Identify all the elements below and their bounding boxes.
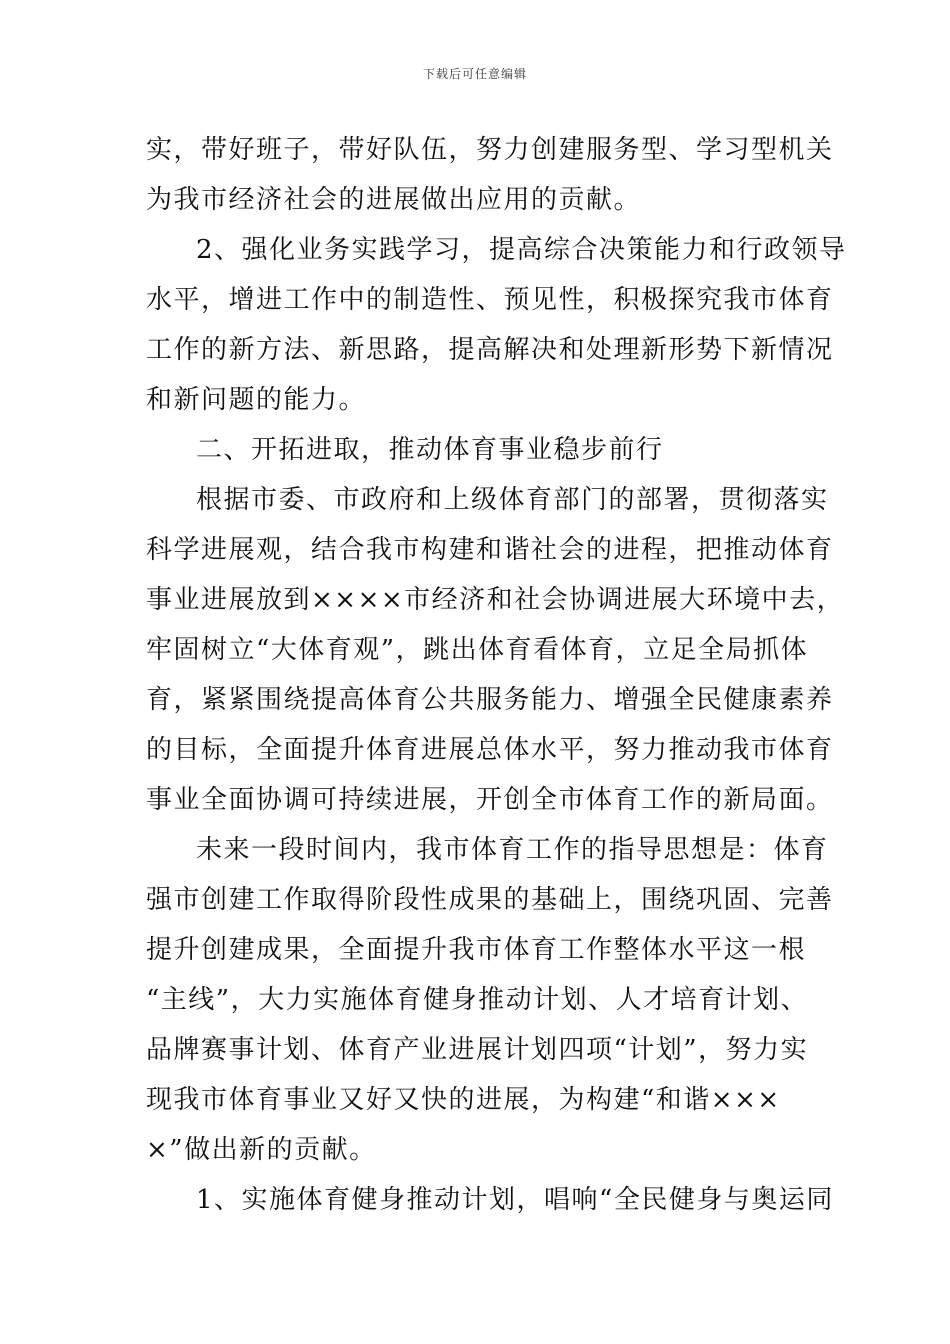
paragraph-start-line: 未来一段时间内，我市体育工作的指导思想是：体育 (196, 835, 829, 865)
text-line: 牢固树立“大体育观”，跳出体育看体育，立足全局抓体 (146, 635, 809, 665)
text-line: 水平，增进工作中的制造性、预见性，积极探究我市体育 (146, 285, 834, 315)
text-line: “主线”，大力实施体育健身推动计划、人才培育计划、 (146, 985, 809, 1015)
text-line: 和新问题的能力。 (146, 385, 367, 415)
page-header: 下载后可任意编辑 (422, 67, 527, 81)
paragraph-start-line: 2、强化业务实践学习，提高综合决策能力和行政领导 (196, 235, 847, 265)
text-line: 工作的新方法、新思路，提高解决和处理新形势下新情况 (146, 335, 834, 365)
text-line: 强市创建工作取得阶段性成果的基础上，围绕巩固、完善 (146, 885, 834, 915)
paragraph-start-line: 根据市委、市政府和上级体育部门的部署，贯彻落实 (196, 485, 829, 515)
text-line: 提升创建成果，全面提升我市体育工作整体水平这一根 (146, 935, 807, 965)
text-line: 的目标，全面提升体育进展总体水平，努力推动我市体育 (146, 735, 834, 765)
text-line: 品牌赛事计划、体育产业进展计划四项“计划”，努力实 (146, 1035, 809, 1065)
text-line: 科学进展观，结合我市构建和谐社会的进程，把推动体育 (146, 535, 834, 565)
section-heading: 二、开拓进取，推动体育事业稳步前行 (196, 435, 664, 465)
text-line: 事业全面协调可持续进展，开创全市体育工作的新局面。 (146, 785, 834, 815)
text-line: 现我市体育事业又好又快的进展，为构建“和谐××× (146, 1085, 781, 1115)
text-line: 育，紧紧围绕提高体育公共服务能力、增强全民健康素养 (146, 685, 834, 715)
text-line: ×”做出新的贡献。 (146, 1135, 377, 1165)
text-line: 实，带好班子，带好队伍，努力创建服务型、学习型机关 (146, 135, 834, 165)
paragraph-start-line: 1、实施体育健身推动计划，唱响“全民健身与奥运同 (196, 1185, 834, 1215)
text-line: 事业进展放到××××市经济和社会协调进展大环境中去， (146, 585, 845, 615)
text-line: 为我市经济社会的进展做出应用的贡献。 (146, 185, 642, 215)
